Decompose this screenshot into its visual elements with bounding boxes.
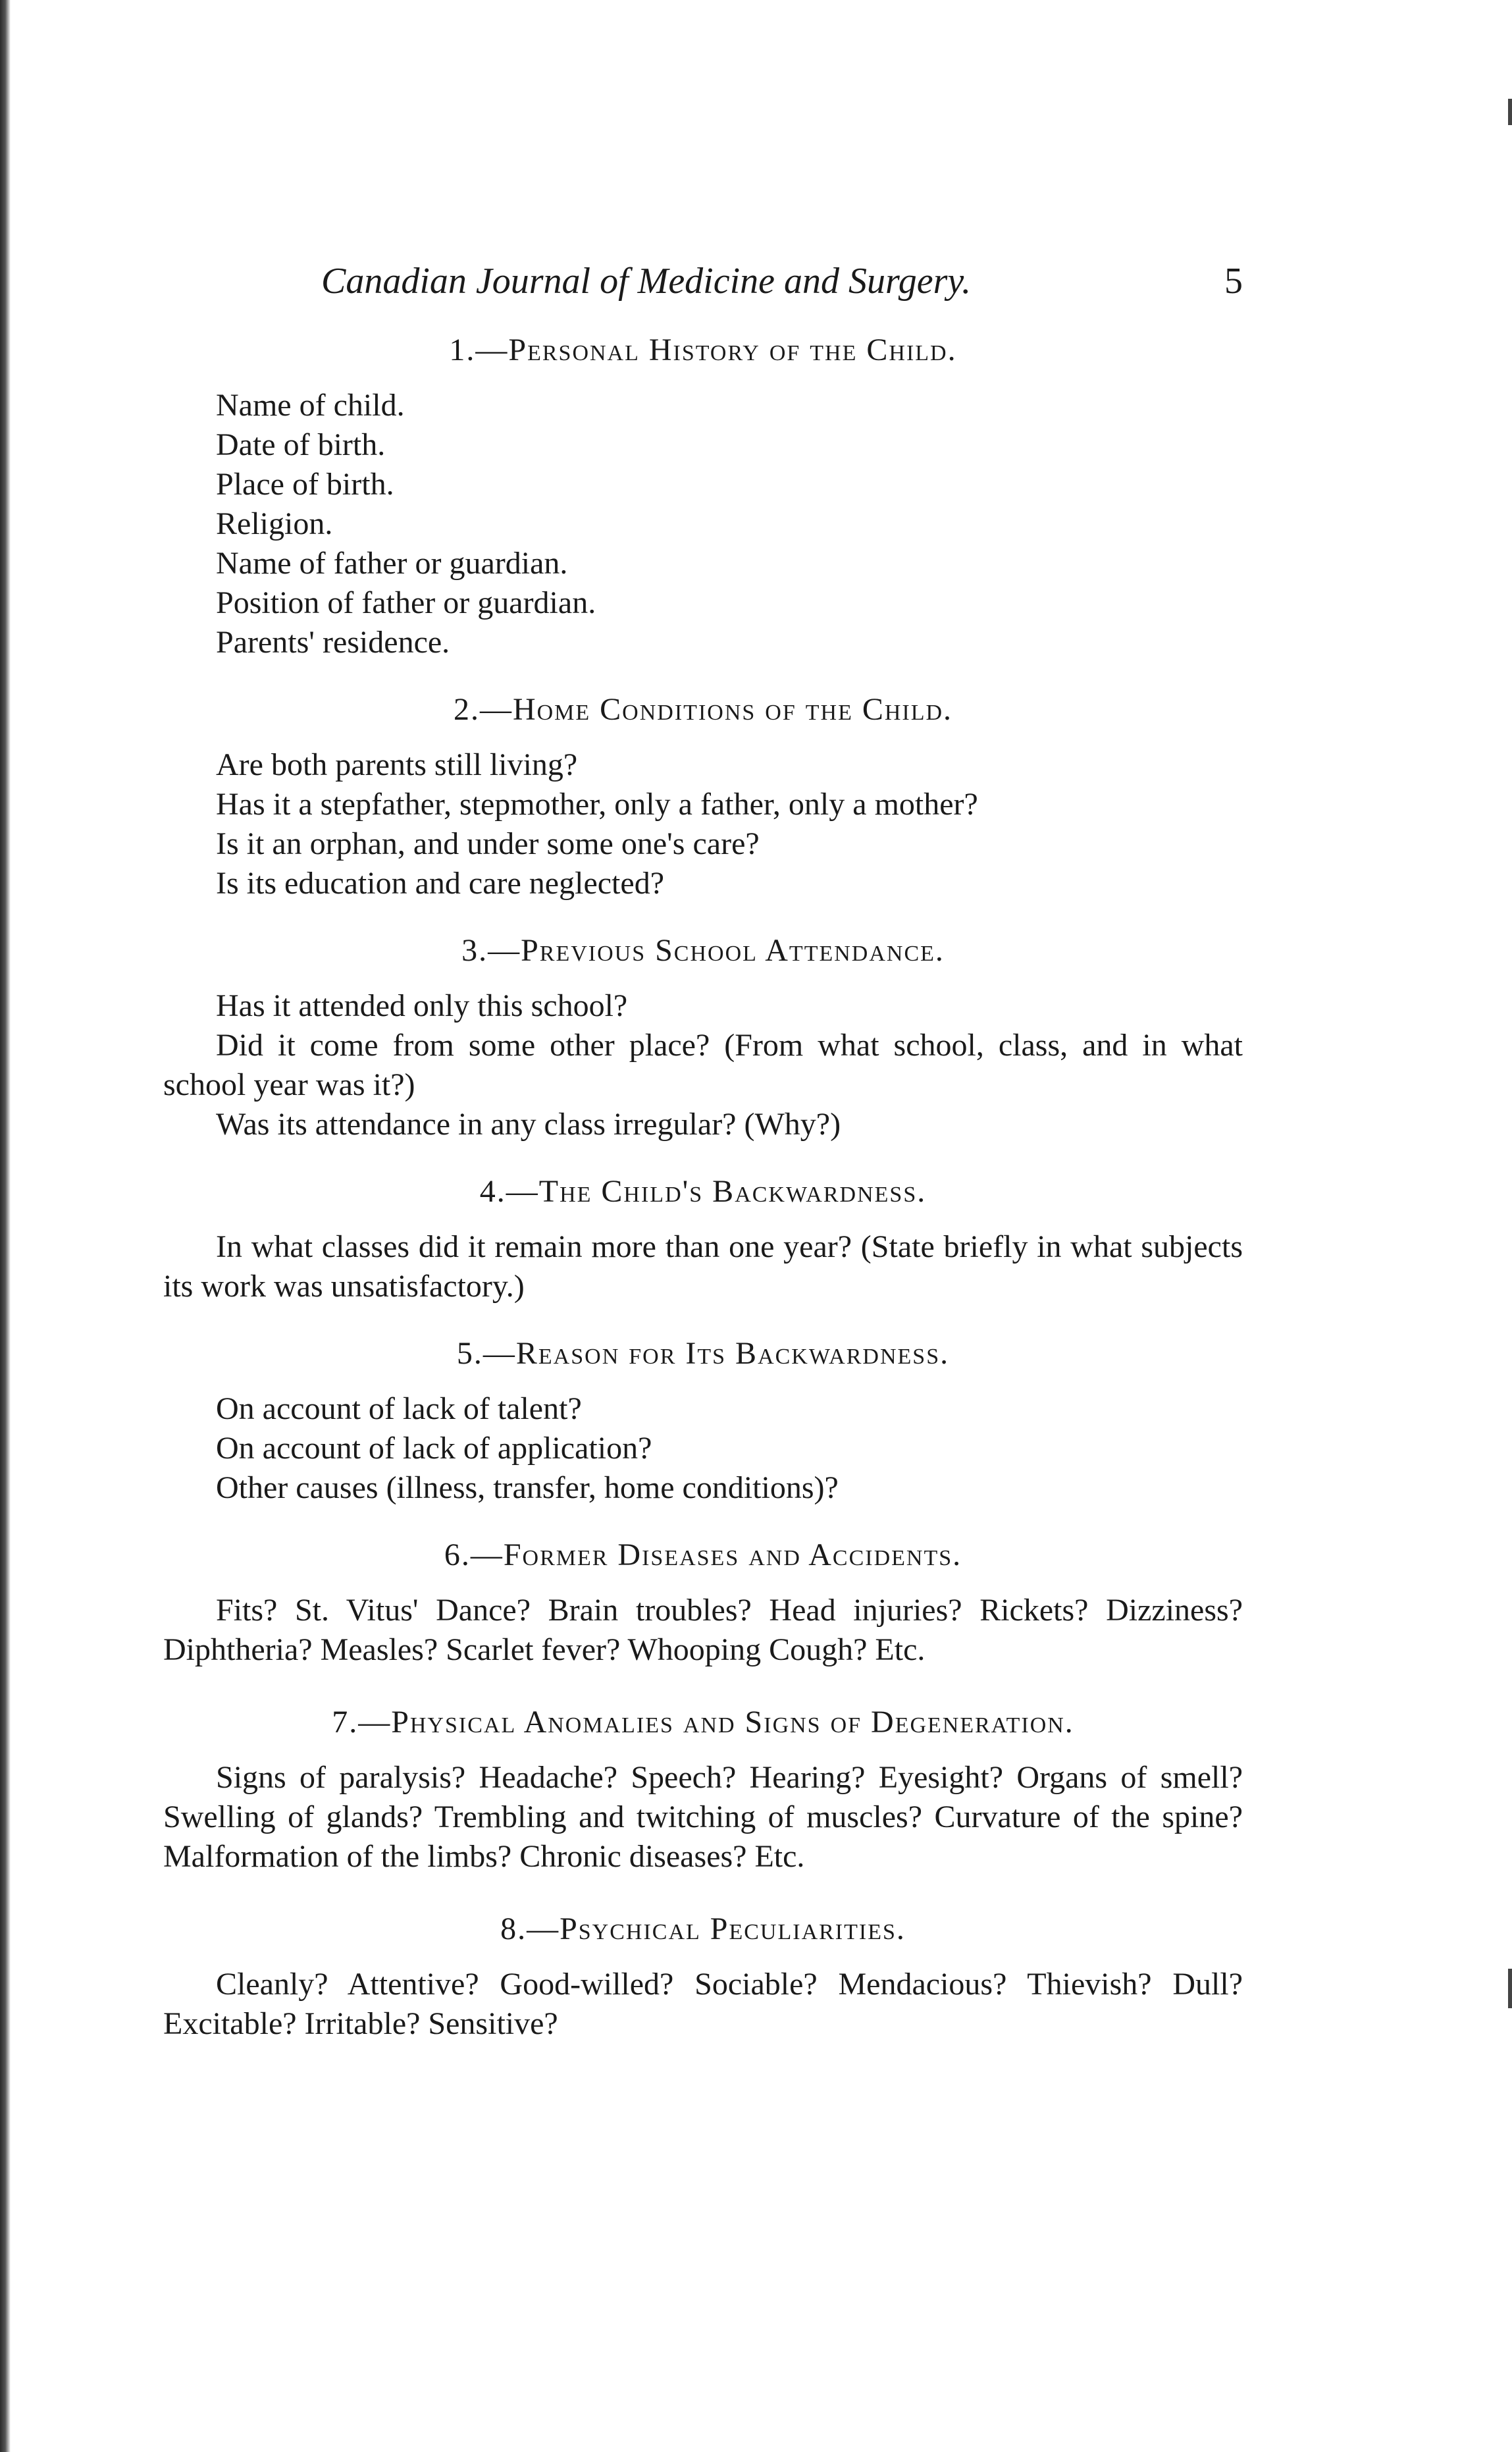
- form-line: Name of father or guardian.: [216, 546, 568, 581]
- form-paragraph: Was its attendance in any class irregular? (Why?): [216, 1107, 841, 1142]
- section-child-backwardness: [163, 1171, 1243, 1306]
- form-line: Are both parents still living?: [216, 747, 578, 782]
- form-paragraph: Did it come from some other place? (From what school, class, and in what school year was it?): [163, 1028, 1243, 1102]
- section-heading: 5.—Reason for Its Backwardness.: [456, 1336, 950, 1371]
- page-number: 5: [1224, 261, 1243, 302]
- section-personal-history: [163, 329, 1243, 662]
- section-physical-anomalies: [163, 1701, 1243, 1877]
- section-heading: 3.—Previous School Attendance.: [461, 933, 945, 968]
- section-heading: 1.—Personal History of the Child.: [449, 333, 957, 367]
- section-heading: 4.—The Child's Backwardness.: [479, 1174, 927, 1209]
- form-line: On account of lack of application?: [216, 1431, 652, 1466]
- section-heading: 8.—Psychical Peculiarities.: [500, 1911, 906, 1946]
- form-line: Is its education and care neglected?: [216, 866, 664, 901]
- section-heading: 6.—Former Diseases and Accidents.: [444, 1537, 962, 1572]
- form-line: On account of lack of talent?: [216, 1391, 582, 1426]
- form-paragraph: Cleanly? Attentive? Good-willed? Sociable? Mendacious? Thievish? Dull? Excitable? Irritable? Sensitive?: [163, 1967, 1243, 2041]
- section-previous-school-attendance: [163, 930, 1243, 1144]
- form-line: Position of father or guardian.: [216, 585, 596, 620]
- section-former-diseases: [163, 1534, 1243, 1670]
- section-home-conditions: [163, 689, 1243, 903]
- form-paragraph: In what classes did it remain more than one year? (State briefly in what subjects its work was unsatisfactory.): [163, 1229, 1243, 1304]
- page-header: [321, 258, 1243, 304]
- running-title: Canadian Journal of Medicine and Surgery.: [321, 261, 972, 302]
- form-line: Date of birth.: [216, 427, 386, 462]
- form-paragraph: Fits? St. Vitus' Dance? Brain troubles? Head injuries? Rickets? Dizziness? Diphtheria? Measles? Scarlet fever? Whooping Cough? Etc.: [163, 1593, 1243, 1667]
- section-heading: 7.—Physical Anomalies and Signs of Degeneration.: [332, 1705, 1074, 1740]
- form-line: Has it attended only this school?: [216, 988, 628, 1023]
- section-psychical-peculiarities: [163, 1908, 1243, 2044]
- form-line: Is it an orphan, and under some one's care?: [216, 826, 760, 861]
- form-line: Has it a stepfather, stepmother, only a father, only a mother?: [216, 787, 978, 822]
- section-reason-for-backwardness: [163, 1333, 1243, 1508]
- page-right-edge-mark: [1508, 1969, 1512, 2008]
- form-paragraph: Signs of paralysis? Headache? Speech? Hearing? Eyesight? Organs of smell? Swelling of glands? Trembling and twitching of muscles? Curvature of the spine? Malformation of the limbs? Chronic diseases? Etc.: [163, 1760, 1243, 1874]
- form-line: Other causes (illness, transfer, home conditions)?: [216, 1470, 839, 1505]
- page-body: [163, 329, 1243, 2044]
- page-right-edge-mark: [1508, 99, 1512, 125]
- form-line: Parents' residence.: [216, 625, 450, 660]
- section-heading: 2.—Home Conditions of the Child.: [453, 692, 953, 727]
- page-left-edge-shadow: [0, 0, 11, 2452]
- form-line: Name of child.: [216, 388, 405, 423]
- form-line: Place of birth.: [216, 467, 394, 502]
- form-line: Religion.: [216, 506, 333, 541]
